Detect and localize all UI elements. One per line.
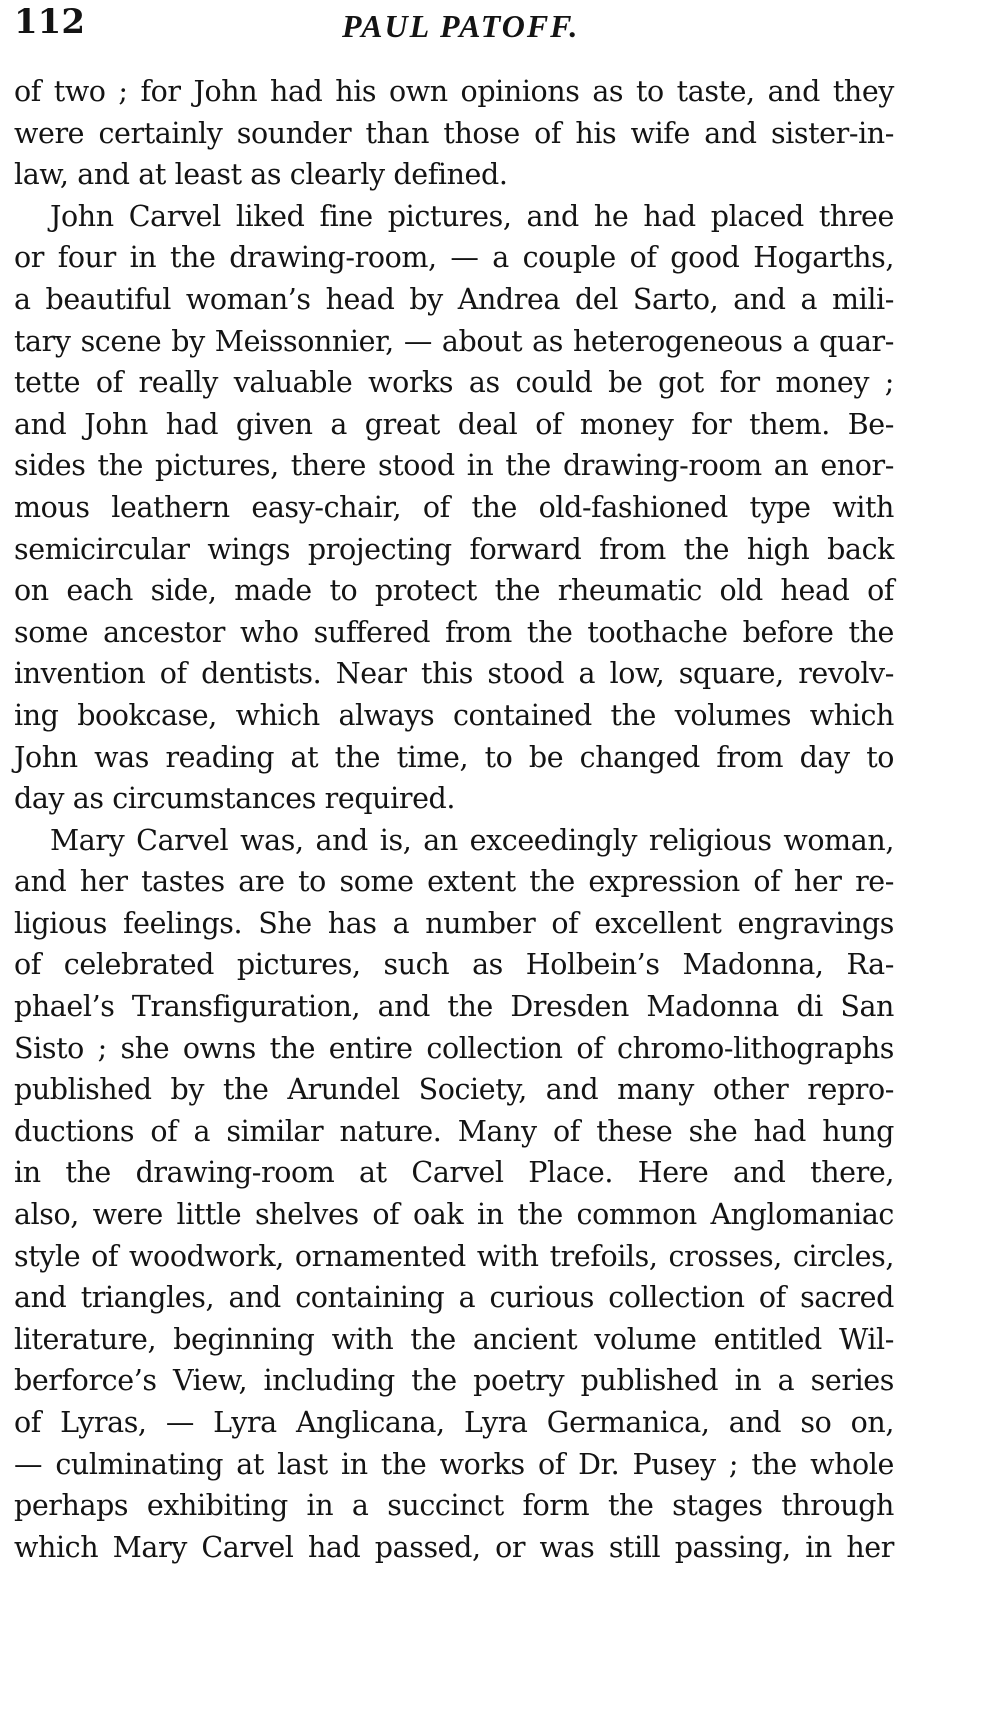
text-line: berforce’s View, including the poetry published in a series: [14, 1364, 894, 1398]
page-header: [14, 2, 894, 52]
text-line: on each side, made to protect the rheumatic old head of: [14, 574, 894, 608]
text-line: or four in the drawing-room, — a couple of good Hogarths,: [14, 241, 894, 275]
text-line: were certainly sounder than those of his wife and sister-in-: [14, 116, 894, 150]
text-line: of two ; for John had his own opinions as to taste, and they: [14, 75, 894, 108]
text-line: invention of dentists. Near this stood a low, square, revolv-: [14, 657, 894, 691]
text-line: and John had given a great deal of money for them. Be-: [14, 407, 894, 441]
text-line: published by the Arundel Society, and many other repro-: [14, 1073, 894, 1107]
body-text: [14, 71, 894, 1568]
text-line: and triangles, and containing a curious collection of sacred: [14, 1281, 894, 1315]
text-line: phael’s Transfiguration, and the Dresden Madonna di San: [14, 990, 894, 1024]
paragraph-start-line: John Carvel liked fine pictures, and he had placed three: [50, 199, 894, 233]
text-line: some ancestor who suffered from the toothache before the: [14, 615, 894, 649]
running-title: PAUL PATOFF.: [342, 8, 580, 44]
text-line: and her tastes are to some extent the expression of her re-: [14, 865, 894, 899]
text-line: literature, beginning with the ancient volume entitled Wil-: [14, 1322, 894, 1356]
text-line: mous leathern easy-chair, of the old-fashioned type with: [14, 490, 894, 524]
text-line: tette of really valuable works as could be got for money ;: [14, 366, 894, 400]
text-line: ligious feelings. She has a number of excellent engravings: [14, 906, 894, 940]
text-line: ing bookcase, which always contained the volumes which: [14, 698, 894, 732]
text-line: of celebrated pictures, such as Holbein’s Madonna, Ra-: [14, 948, 894, 982]
text-line: in the drawing-room at Carvel Place. Here and there,: [14, 1156, 894, 1190]
text-line: Sisto ; she owns the entire collection of chromo-lithographs: [14, 1031, 894, 1065]
text-line: John was reading at the time, to be changed from day to: [14, 740, 894, 774]
text-line: which Mary Carvel had passed, or was still passing, in her: [14, 1530, 894, 1564]
text-line: — culminating at last in the works of Dr. Pusey ; the whole: [14, 1447, 894, 1481]
page-number: 112: [14, 2, 85, 42]
text-line: of Lyras, — Lyra Anglicana, Lyra Germanica, and so on,: [14, 1406, 894, 1439]
text-line: perhaps exhibiting in a succinct form the stages through: [14, 1489, 894, 1523]
text-line: tary scene by Meissonnier, — about as heterogeneous a quar-: [14, 324, 894, 358]
paragraph-start-line: Mary Carvel was, and is, an exceedingly religious woman,: [50, 823, 894, 857]
text-line: a beautiful woman’s head by Andrea del Sarto, and a mili-: [14, 282, 894, 316]
text-line: sides the pictures, there stood in the drawing-room an enor-: [14, 449, 894, 483]
text-line: also, were little shelves of oak in the common Anglomaniac: [14, 1198, 894, 1232]
text-line: style of woodwork, ornamented with trefoils, crosses, circles,: [14, 1239, 894, 1273]
text-line: semicircular wings projecting forward from the high back: [14, 532, 894, 566]
text-line: day as circumstances required.: [14, 782, 456, 816]
text-line: law, and at least as clearly defined.: [14, 158, 508, 192]
text-line: ductions of a similar nature. Many of these she had hung: [14, 1114, 894, 1148]
